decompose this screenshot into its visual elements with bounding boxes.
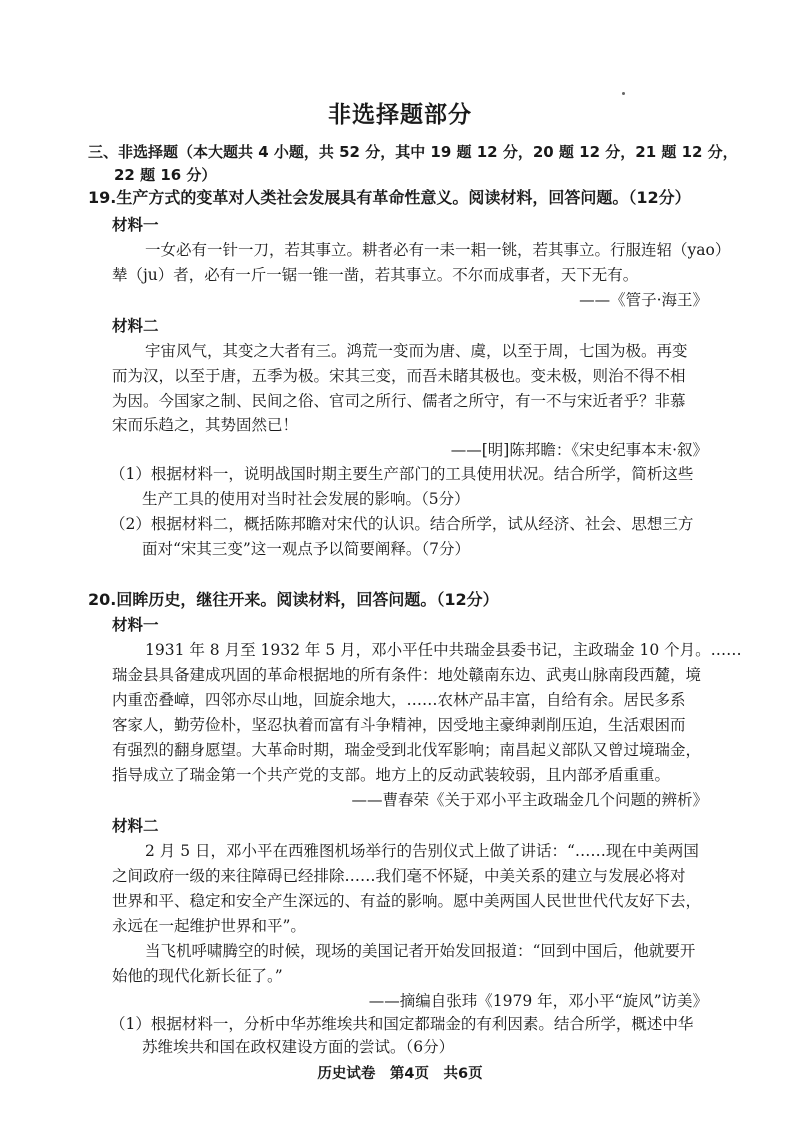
q20-material1-line5: 有强烈的翻身愿望。大革命时期，瑞金受到北伐军影响；南昌起义部队又曾过境瑞金， bbox=[112, 741, 702, 759]
scan-speck bbox=[622, 92, 625, 95]
page-footer: 历史试卷 第4页 共6页 bbox=[317, 1066, 483, 1082]
q20-material2-source: ——摘编自张玮《1979 年，邓小平“旋风”访美》 bbox=[368, 992, 708, 1010]
q19-material2-source: ——[明]陈邦瞻：《宋史纪事本末·叙》 bbox=[450, 441, 708, 459]
q20-material1-label: 材料一 bbox=[112, 616, 159, 634]
q19-material1-line2: 辇（ju）者，必有一斤一锯一锥一凿，若其事立。不尔而成事者，天下无有。 bbox=[112, 266, 639, 284]
q20-material2-line2: 之间政府一级的来往障碍已经排除……我们毫不怀疑，中美关系的建立与发展必将对 bbox=[112, 867, 686, 885]
q19-material1-label: 材料一 bbox=[112, 216, 159, 234]
q20-material2-line5: 当飞机呼啸腾空的时候，现场的美国记者开始发回报道：“回到中国后，他就要开 bbox=[145, 942, 696, 960]
q20-material2-line4: 永远在一起维护世界和平”。 bbox=[112, 917, 306, 935]
q20-material1-line1: 1931 年 8 月至 1932 年 5 月，邓小平任中共瑞金县委书记，主政瑞金 10 个月。…… bbox=[145, 641, 742, 659]
section-heading-line2: 22 题 16 分） bbox=[114, 166, 217, 184]
q20-material2-label: 材料二 bbox=[112, 817, 159, 835]
section-heading-line1: 三、非选择题（本大题共 4 小题，共 52 分，其中 19 题 12 分，20 题 12 分，21 题 12 分， bbox=[88, 143, 738, 161]
q20-stem: 20.回眸历史，继往开来。阅读材料，回答问题。（12分） bbox=[88, 590, 499, 609]
q19-question2-line2: 面对“宋其三变”这一观点予以简要阐释。（7分） bbox=[142, 540, 470, 558]
q20-material1-line3: 内重峦叠嶂，四邻亦尽山地，回旋余地大，……农林产品丰富，自给有余。居民多系 bbox=[112, 691, 686, 709]
q19-question2-line1: （2）根据材料二，概括陈邦瞻对宋代的认识。结合所学，试从经济、社会、思想三方 bbox=[110, 515, 694, 533]
q20-question1-line1: （1）根据材料一，分析中华苏维埃共和国定都瑞金的有利因素。结合所学，概述中华 bbox=[110, 1015, 694, 1033]
q20-material1-line6: 指导成立了瑞金第一个共产党的支部。地方上的反动武装较弱，且内部矛盾重重。 bbox=[112, 766, 671, 784]
q19-stem: 19.生产方式的变革对人类社会发展具有革命性意义。阅读材料，回答问题。（12分） bbox=[88, 188, 691, 207]
q19-material2-line2: 而为汉，以至于唐，五季为极。宋其三变，而吾未睹其极也。变未极，则治不得不相 bbox=[112, 367, 686, 385]
q19-material2-line1: 宇宙风气，其变之大者有三。鸿荒一变而为唐、虞，以至于周，七国为极。再变 bbox=[145, 342, 688, 360]
q20-material1-line2: 瑞金县具备建成巩固的革命根据地的所有条件：地处赣南东边、武夷山脉南段西麓，境 bbox=[112, 666, 702, 684]
q19-material2-line4: 宋而乐趋之，其势固然已！ bbox=[112, 416, 299, 434]
page-title: 非选择题部分 bbox=[328, 102, 472, 128]
q19-material2-label: 材料二 bbox=[112, 317, 159, 335]
q19-question1-line2: 生产工具的使用对当时社会发展的影响。（5分） bbox=[142, 490, 470, 508]
q20-material1-line4: 客家人，勤劳俭朴，坚忍执着而富有斗争精神，因受地主豪绅剥削压迫，生活艰困而 bbox=[112, 716, 686, 734]
q19-question1-line1: （1）根据材料一，说明战国时期主要生产部门的工具使用状况。结合所学，简析这些 bbox=[110, 465, 694, 483]
q19-material1-line1: 一女必有一针一刀，若其事立。耕者必有一耒一耜一铫，若其事立。行服连轺（yao） bbox=[145, 241, 731, 259]
q20-question1-line2: 苏维埃共和国在政权建设方面的尝试。（6分） bbox=[142, 1038, 455, 1056]
q20-material2-line1: 2 月 5 日，邓小平在西雅图机场举行的告别仪式上做了讲话：“……现在中美两国 bbox=[145, 842, 699, 860]
q19-material2-line3: 为因。今国家之制、民间之俗、官司之所行、儒者之所守，有一不与宋近者乎？非慕 bbox=[112, 392, 686, 410]
q20-material2-line6: 始他的现代化新长征了。” bbox=[112, 967, 283, 985]
q20-material2-line3: 世界和平、稳定和安全产生深远的、有益的影响。愿中美两国人民世世代代友好下去， bbox=[112, 892, 702, 910]
q20-material1-source: ——曹春荣《关于邓小平主政瑞金几个问题的辨析》 bbox=[351, 791, 708, 809]
q19-material1-source: ——《管子·海王》 bbox=[579, 291, 708, 309]
